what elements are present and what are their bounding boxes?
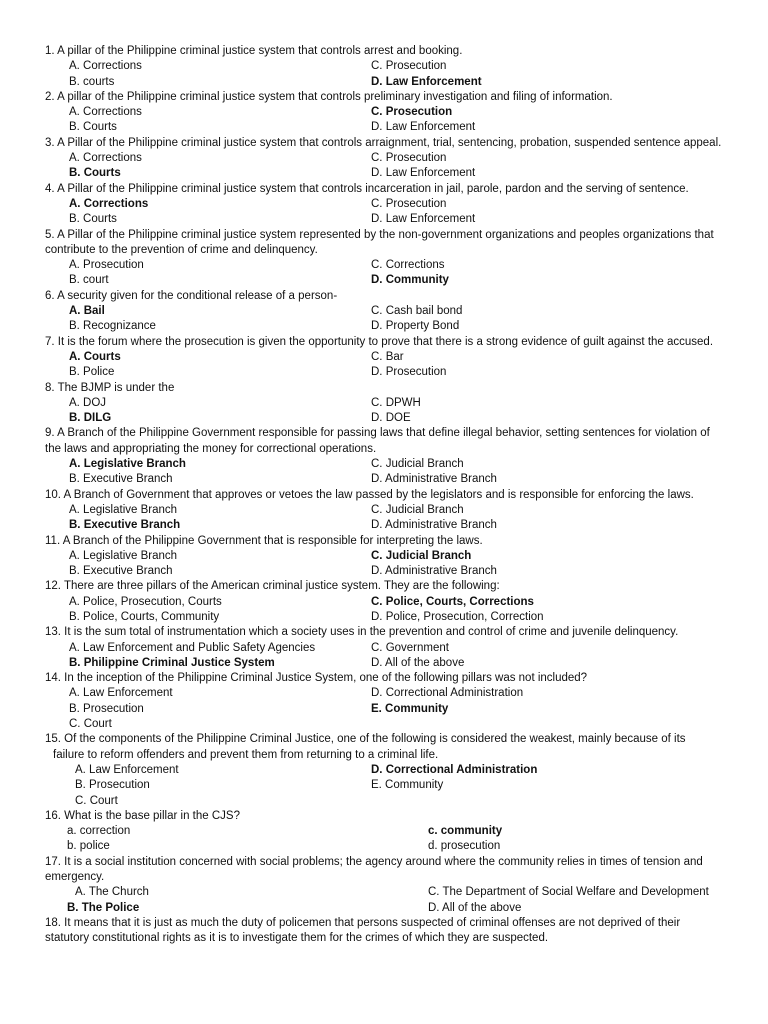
option: A. Corrections — [69, 152, 142, 165]
answer-option: D. Correctional Administration — [371, 763, 538, 776]
option-row — [45, 549, 725, 564]
question-7: 7. It is the forum where the prosecution is given the opportunity to prove that there is a strong evidence of guilt against the accused. — [45, 335, 714, 348]
option: B. Executive Branch — [69, 565, 173, 578]
option-row — [45, 717, 725, 732]
option: B. Recognizance — [69, 320, 156, 333]
option: A. Law Enforcement — [75, 763, 179, 776]
option-row — [45, 564, 725, 579]
option-row — [45, 656, 725, 671]
option: C. Judicial Branch — [371, 458, 464, 471]
option-row — [45, 151, 725, 166]
option: D. Administrative Branch — [371, 519, 497, 532]
question-6: 6. A security given for the conditional release of a person- — [45, 289, 338, 302]
option-row — [45, 411, 725, 426]
option: D. Police, Prosecution, Correction — [371, 610, 544, 623]
question-13: 13. It is the sum total of instrumentation which a society uses in the prevention and control of crime and juvenile delinquency. — [45, 626, 679, 639]
option: C. Court — [75, 794, 118, 807]
question-list — [45, 44, 725, 947]
answer-option: C. Prosecution — [371, 106, 453, 119]
option-row — [45, 166, 725, 181]
option: A. Prosecution — [69, 259, 144, 272]
option: A. Corrections — [69, 106, 142, 119]
option: A. Law Enforcement — [69, 687, 173, 700]
option: B. Courts — [69, 121, 117, 134]
option-row — [45, 472, 725, 487]
option: D. All of the above — [428, 901, 522, 914]
option-row — [45, 763, 725, 778]
answer-option: D. Law Enforcement — [371, 75, 482, 88]
question-11: 11. A Branch of the Philippine Government that is responsible for interpreting the laws. — [45, 534, 483, 547]
option: C. Prosecution — [371, 197, 447, 210]
option: B. Courts — [69, 213, 117, 226]
option: B. Police — [69, 366, 115, 379]
option-row — [45, 120, 725, 135]
question-9: 9. A Branch of the Philippine Government responsible for passing laws that define illegal behavior, setting sentences for violation of the laws and appropriating the money for correctional operations. — [45, 427, 710, 455]
question-17: 17. It is a social institution concerned with social problems; the agency around where the community relies in times of tension and emergency. — [45, 855, 703, 884]
question-3: 3. A Pillar of the Philippine criminal justice system that controls arraignment, trial, sentencing, probation, suspended sentence appeal. — [45, 136, 722, 149]
answer-option: B. DILG — [69, 412, 112, 425]
option: A. Legislative Branch — [69, 503, 178, 516]
question-5: 5. A Pillar of the Philippine criminal justice system represented by the non-government organizations and peoples organizations that contribute to the prevention of crime and delinquency. — [45, 228, 714, 256]
option: D. Administrative Branch — [371, 473, 497, 486]
option: C. Court — [69, 718, 112, 731]
option-row — [45, 258, 725, 273]
question-15-continued: failure to reform offenders and prevent them from returning to a criminal life. — [53, 748, 439, 761]
option: C. Judicial Branch — [371, 503, 464, 516]
option: D. Property Bond — [371, 320, 460, 333]
option: A. The Church — [75, 886, 149, 899]
option: C. Government — [371, 641, 449, 654]
question-16: 16. What is the base pillar in the CJS? — [45, 809, 240, 822]
answer-option: B. Philippine Criminal Justice System — [69, 656, 275, 669]
option: B. Prosecution — [69, 702, 144, 715]
option: B. courts — [69, 75, 115, 88]
option: a. correction — [67, 825, 131, 838]
answer-option: A. Corrections — [69, 197, 149, 210]
option-row — [45, 839, 725, 854]
option-row — [45, 702, 725, 717]
option-row — [45, 503, 725, 518]
option: A. DOJ — [69, 396, 107, 409]
option: C. Prosecution — [371, 60, 447, 73]
option-row — [45, 304, 725, 319]
question-12: 12. There are three pillars of the American criminal justice system. They are the following: — [45, 580, 500, 593]
option: D. Law Enforcement — [371, 121, 476, 134]
answer-option: A. Legislative Branch — [69, 458, 186, 471]
question-18: 18. It means that it is just as much the duty of policemen that persons suspected of criminal offenses are not deprived of their statutory constitutional rights as it is to investigate them for the crimes of which they are suspected. — [45, 916, 681, 945]
option: D. Law Enforcement — [371, 213, 476, 226]
answer-option: A. Courts — [69, 350, 121, 363]
answer-option: C. Judicial Branch — [371, 549, 472, 562]
option: C. DPWH — [371, 396, 421, 409]
answer-option: C. Police, Courts, Corrections — [371, 595, 534, 608]
option-row — [45, 686, 725, 701]
question-8: 8. The BJMP is under the — [45, 381, 175, 394]
option: D. All of the above — [371, 656, 465, 669]
option: E. Community — [371, 779, 444, 792]
option: d. prosecution — [428, 840, 501, 853]
option: D. Correctional Administration — [371, 687, 524, 700]
option-row — [45, 901, 725, 916]
option: C. Cash bail bond — [371, 305, 463, 318]
option: D. DOE — [371, 412, 411, 425]
answer-option: B. The Police — [67, 901, 140, 914]
answer-option: D. Community — [371, 274, 449, 287]
option-row — [45, 885, 725, 900]
option: B. court — [69, 274, 109, 287]
option-row — [45, 75, 725, 90]
option-row — [45, 457, 725, 472]
option: C. Corrections — [371, 259, 445, 272]
option: D. Administrative Branch — [371, 565, 497, 578]
option: C. The Department of Social Welfare and Development — [428, 886, 709, 899]
option: C. Bar — [371, 350, 404, 363]
question-14: 14. In the inception of the Philippine Criminal Justice System, one of the following pillars was not included? — [45, 672, 588, 685]
option: B. Executive Branch — [69, 473, 173, 486]
option-row — [45, 824, 725, 839]
answer-option: A. Bail — [69, 305, 105, 318]
option-row — [45, 197, 725, 212]
option-row — [45, 212, 725, 227]
option: A. Police, Prosecution, Courts — [69, 595, 222, 608]
option-row — [45, 641, 725, 656]
option-row — [45, 365, 725, 380]
option: C. Prosecution — [371, 152, 447, 165]
option-row — [45, 273, 725, 288]
option: B. Police, Courts, Community — [69, 610, 220, 623]
option: D. Law Enforcement — [371, 167, 476, 180]
question-10: 10. A Branch of Government that approves or vetoes the law passed by the legislators and is responsible for enforcing the laws. — [45, 488, 694, 501]
answer-option: E. Community — [371, 702, 449, 715]
option: b. police — [67, 840, 110, 853]
option-row — [45, 319, 725, 334]
option-row — [45, 610, 725, 625]
question-1: 1. A pillar of the Philippine criminal justice system that controls arrest and booking. — [45, 45, 463, 57]
option-row — [45, 518, 725, 533]
option-row — [45, 778, 725, 793]
question-15: 15. Of the components of the Philippine Criminal Justice, one of the following is considered the weakest, mainly because of its — [45, 733, 686, 746]
option: A. Corrections — [69, 60, 142, 73]
answer-option: B. Executive Branch — [69, 519, 181, 532]
option: D. Prosecution — [371, 366, 447, 379]
question-2: 2. A pillar of the Philippine criminal justice system that controls preliminary investigation and filing of information. — [45, 90, 613, 103]
option: A. Legislative Branch — [69, 549, 178, 562]
option-row — [45, 105, 725, 120]
option-row — [45, 59, 725, 74]
answer-option: c. community — [428, 825, 503, 838]
option-row — [45, 794, 725, 809]
option: B. Prosecution — [75, 779, 150, 792]
option: A. Law Enforcement and Public Safety Agencies — [69, 641, 316, 654]
option-row — [45, 350, 725, 365]
question-4: 4. A Pillar of the Philippine criminal justice system that controls incarceration in jail, parole, pardon and the serving of sentence. — [45, 182, 689, 195]
answer-option: B. Courts — [69, 167, 121, 180]
option-row — [45, 396, 725, 411]
option-row — [45, 595, 725, 610]
